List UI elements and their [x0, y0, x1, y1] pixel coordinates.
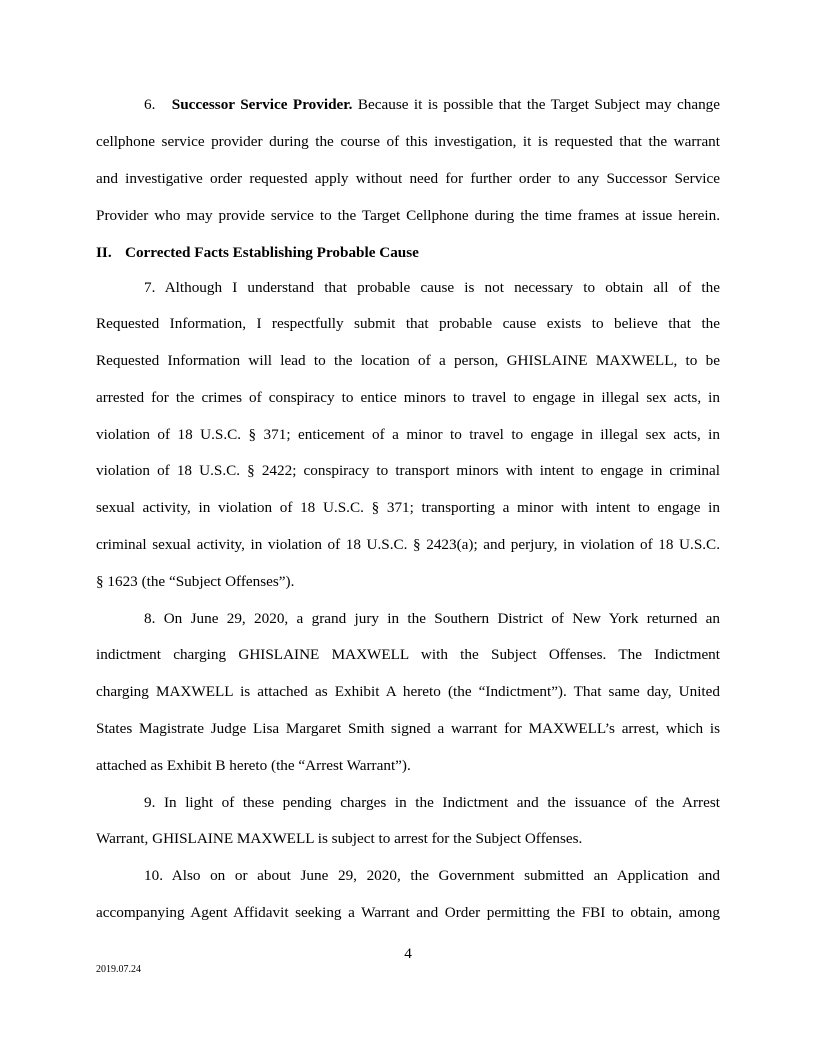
section-heading-title: Corrected Facts Establishing Probable Cause	[125, 244, 419, 261]
paragraph-7-line-7: sexual activity, in violation of 18 U.S.C. § 371; transporting a minor with intent to engage in	[96, 499, 720, 516]
paragraph-7-line-3: Requested Information will lead to the location of a person, GHISLAINE MAXWELL, to be	[96, 352, 720, 369]
paragraph-8-line-4: States Magistrate Judge Lisa Margaret Smith signed a warrant for MAXWELL’s arrest, which is	[96, 720, 720, 737]
footer-date: 2019.07.24	[96, 964, 141, 975]
section-heading	[96, 244, 419, 262]
paragraph-6-text: Because it is possible that the Target Subject may change	[357, 96, 721, 113]
paragraph-7-line-2: Requested Information, I respectfully submit that probable cause exists to believe that the	[96, 315, 720, 332]
paragraph-6-line-4: Provider who may provide service to the Target Cellphone during the time frames at issue herein.	[96, 207, 720, 224]
paragraph-9-line-1: 9. In light of these pending charges in the Indictment and the issuance of the Arrest	[144, 794, 720, 811]
paragraph-6-number: 6.	[144, 96, 156, 113]
paragraph-8-line-5: attached as Exhibit B hereto (the “Arrest Warrant”).	[96, 757, 411, 774]
paragraph-7-line-6: violation of 18 U.S.C. § 2422; conspiracy to transport minors with intent to engage in criminal	[96, 462, 720, 479]
section-heading-number: II.	[96, 244, 112, 261]
paragraph-8-line-3: charging MAXWELL is attached as Exhibit A hereto (the “Indictment”). That same day, United	[96, 683, 720, 700]
paragraph-10-line-1: 10. Also on or about June 29, 2020, the Government submitted an Application and	[144, 867, 720, 884]
paragraph-6-line-2: cellphone service provider during the course of this investigation, it is requested that the warrant	[96, 133, 720, 150]
paragraph-8-line-2: indictment charging GHISLAINE MAXWELL with the Subject Offenses. The Indictment	[96, 646, 720, 663]
paragraph-6-line-1	[144, 96, 720, 114]
paragraph-6-title: Successor Service Provider.	[171, 96, 353, 113]
paragraph-7-line-9: § 1623 (the “Subject Offenses”).	[96, 573, 295, 590]
paragraph-6-line-3: and investigative order requested apply without need for further order to any Successor Service	[96, 170, 720, 187]
paragraph-7-line-5: violation of 18 U.S.C. § 371; enticement of a minor to travel to engage in illegal sex acts, in	[96, 426, 720, 443]
paragraph-7-line-4: arrested for the crimes of conspiracy to entice minors to travel to engage in illegal sex acts, in	[96, 389, 720, 406]
paragraph-8-line-1: 8. On June 29, 2020, a grand jury in the Southern District of New York returned an	[144, 610, 720, 627]
paragraph-7-line-8: criminal sexual activity, in violation of 18 U.S.C. § 2423(a); and perjury, in violation of 18 U.S.C.	[96, 536, 720, 553]
paragraph-7-line-1: 7. Although I understand that probable cause is not necessary to obtain all of the	[144, 279, 720, 296]
paragraph-10-line-2: accompanying Agent Affidavit seeking a Warrant and Order permitting the FBI to obtain, among	[96, 904, 720, 921]
paragraph-9-line-2: Warrant, GHISLAINE MAXWELL is subject to arrest for the Subject Offenses.	[96, 830, 583, 847]
page-number: 4	[404, 945, 412, 962]
